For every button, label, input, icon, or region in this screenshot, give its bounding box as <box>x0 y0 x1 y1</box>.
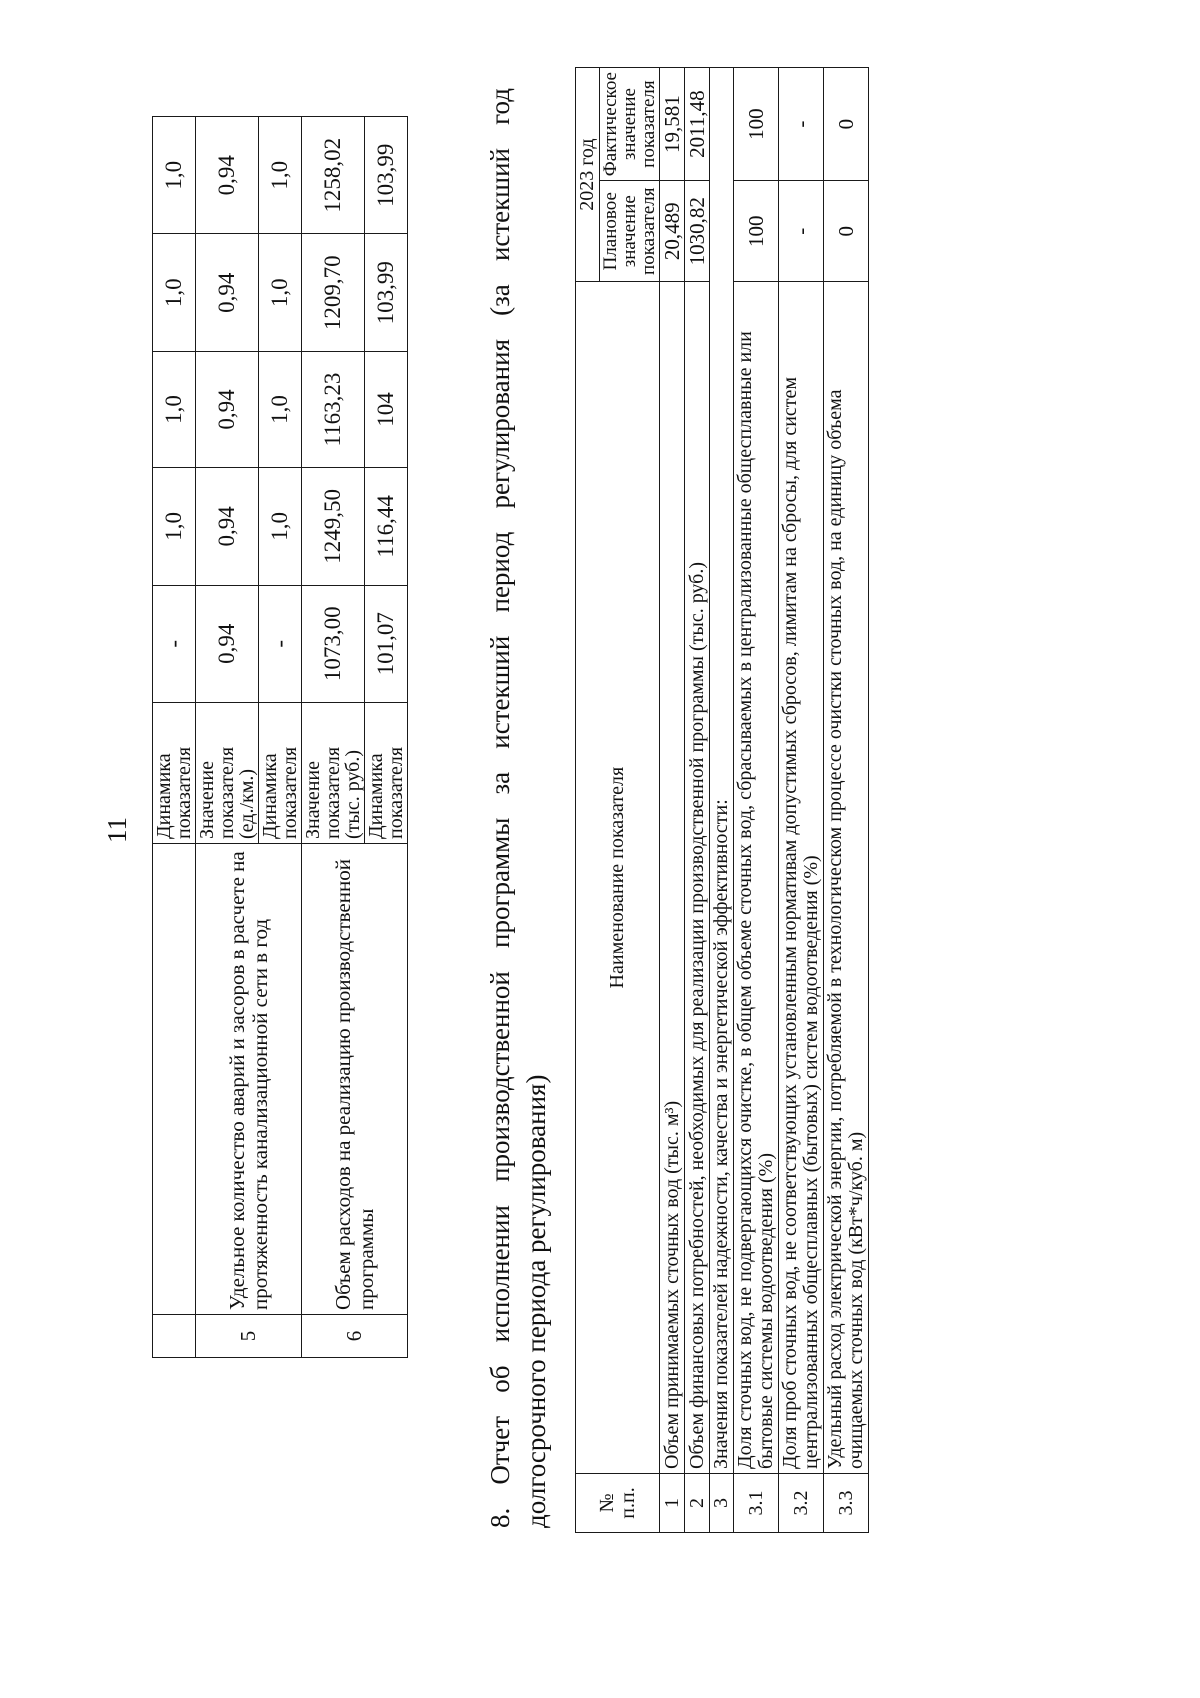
year-value: 1073,00 <box>302 585 365 702</box>
table-row <box>779 68 824 1533</box>
fact-value: 0 <box>824 68 869 181</box>
year-value: 1,0 <box>153 117 196 234</box>
table-row <box>685 68 710 1533</box>
indicators-table-continued <box>152 116 408 1358</box>
row-number: 3.1 <box>734 1474 779 1533</box>
indicator-sub-label: Значение показателя (ед./км.) <box>196 703 259 844</box>
table-row <box>196 117 259 1358</box>
plan-value: 20,489 <box>660 181 685 282</box>
year-value: 1,0 <box>259 234 302 351</box>
year-value: 1,0 <box>259 468 302 585</box>
year-value: 103,99 <box>365 234 408 351</box>
year-value: 1,0 <box>153 234 196 351</box>
plan-value: 0 <box>824 181 869 282</box>
fact-value: - <box>779 68 824 181</box>
year-value: 1258,02 <box>302 117 365 234</box>
table-row <box>734 68 779 1533</box>
year-value: 1,0 <box>259 117 302 234</box>
section-8-heading <box>482 88 555 1528</box>
plan-value: 1030,82 <box>685 181 710 282</box>
table-row <box>660 68 685 1533</box>
indicator-name: Удельное количество аварий и засоров в расчете на протяженность канализационной сети в год <box>196 844 302 1315</box>
production-program-report-table <box>575 67 869 1533</box>
year-value: 1249,50 <box>302 468 365 585</box>
year-value: 1,0 <box>153 351 196 467</box>
plan-value: 100 <box>734 181 779 282</box>
year-value: 0,94 <box>196 234 259 351</box>
indicator-sub-label: Динамика показателя <box>365 703 408 844</box>
table-row <box>153 117 196 1358</box>
row-number: 3.2 <box>779 1474 824 1533</box>
row-number: 1 <box>660 1474 685 1533</box>
year-value: 1,0 <box>153 468 196 585</box>
year-value: 104 <box>365 351 408 467</box>
indicator-name: Объем принимаемых сточных вод (тыс. м³) <box>660 282 685 1474</box>
column-header-year: 2023 год <box>576 68 600 282</box>
year-value: 0,94 <box>196 585 259 702</box>
indicator-name <box>153 844 196 1315</box>
indicator-name: Доля сточных вод, не подвергающихся очистке, в общем объеме сточных вод, сбрасываемых в централизованные общесплавные или бытовые системы водоотведения (%) <box>734 282 779 1474</box>
row-number: 6 <box>302 1315 408 1358</box>
indicator-name: Удельный расход электрической энергии, потребляемой в технологическом процессе очистки сточных вод, на единицу объема очищаемых сточных вод (кВт*ч/куб. м) <box>824 282 869 1474</box>
section-subheading: Значения показателей надежности, качества и энергетической эффективности: <box>710 68 734 1474</box>
indicator-name: Объем финансовых потребностей, необходимых для реализации производственной программы (тыс. руб.) <box>685 282 710 1474</box>
row-number: 5 <box>196 1315 302 1358</box>
column-header-fact: Фактическое значение показателя <box>600 68 660 181</box>
fact-value: 100 <box>734 68 779 181</box>
year-value: 101,07 <box>365 585 408 702</box>
plan-value: - <box>779 181 824 282</box>
row-number <box>153 1315 196 1358</box>
column-header-plan: Плановое значение показателя <box>600 181 660 282</box>
year-value: 1163,23 <box>302 351 365 467</box>
section-8-heading-line-1: 8. Отчет об исполнении производственной программы за истекший период регулирования (за истекший год <box>485 88 515 1528</box>
year-value: 0,94 <box>196 468 259 585</box>
indicator-sub-label: Значение показателя (тыс. руб.) <box>302 703 365 844</box>
year-value: 0,94 <box>196 351 259 467</box>
indicator-name: Объем расходов на реализацию производственной программы <box>302 844 408 1315</box>
table-header-row <box>576 68 600 1533</box>
row-number: 3 <box>710 1474 734 1533</box>
row-number: 2 <box>685 1474 710 1533</box>
year-value: 1,0 <box>259 351 302 467</box>
indicator-sub-label: Динамика показателя <box>153 703 196 844</box>
fact-value: 19,581 <box>660 68 685 181</box>
year-value: 103,99 <box>365 117 408 234</box>
indicator-name: Доля проб сточных вод, не соответствующих установленным нормативам допустимых сбросов, лимитам на сбросы, для систем централизованных общесплавных (бытовых) систем водоотведения (%) <box>779 282 824 1474</box>
column-header-indicator-name: Наименование показателя <box>576 282 660 1474</box>
year-value: - <box>153 585 196 702</box>
table-row <box>710 68 734 1533</box>
year-value: 116,44 <box>365 468 408 585</box>
row-number: 3.3 <box>824 1474 869 1533</box>
year-value: 1209,70 <box>302 234 365 351</box>
table-row <box>824 68 869 1533</box>
year-value: - <box>259 585 302 702</box>
year-value: 0,94 <box>196 117 259 234</box>
column-header-number: № п.п. <box>576 1474 660 1533</box>
table-row <box>302 117 365 1358</box>
fact-value: 2011,48 <box>685 68 710 181</box>
section-8-heading-line-2: долгосрочного периода регулирования) <box>521 1074 552 1528</box>
page-number: 11 <box>102 817 132 843</box>
indicator-sub-label: Динамика показателя <box>259 703 302 844</box>
